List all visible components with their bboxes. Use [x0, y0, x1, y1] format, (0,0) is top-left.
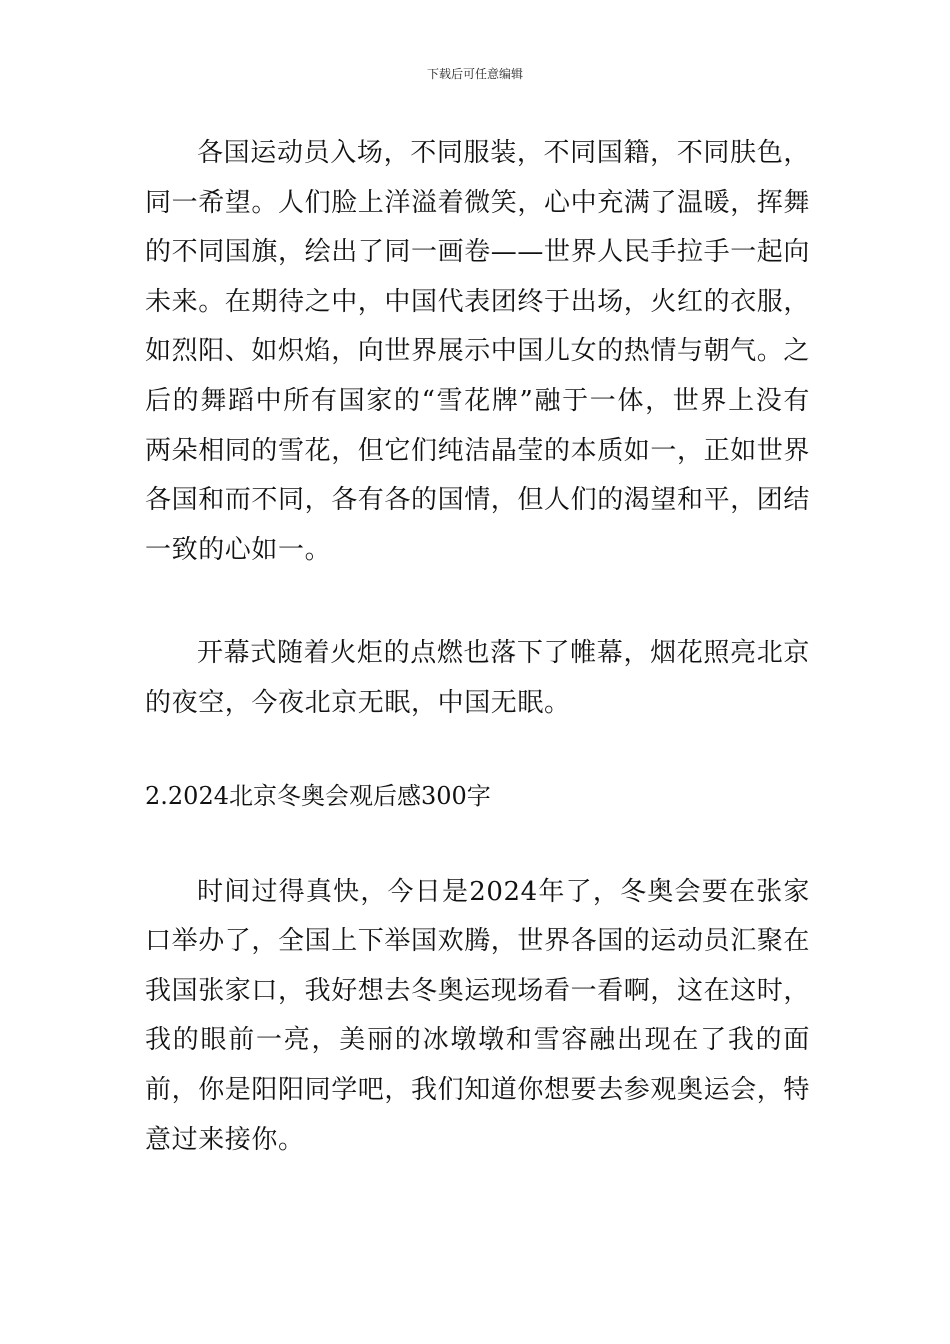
page-header: 下载后可任意编辑 [426, 67, 523, 81]
paragraph-winter-olympics-story: 时间过得真快，今日是2024年了，冬奥会要在张家口举办了，全国上下举国欢腾，世界各国的运动员汇聚在我国张家口，我好想去冬奥运现场看一看啊，这在这时，我的眼前一亮，美丽的冰墩墩和雪容融出现在了我的面前，你是阳阳同学吧，我们知道你想要去参观奥运会，特意过来接你。 [145, 876, 811, 1155]
paragraph-spacer [145, 575, 810, 629]
paragraph-spacer [145, 816, 810, 868]
paragraph-opening-ceremony-ending: 开幕式随着火炬的点燃也落下了帷幕，烟花照亮北京的夜空，今夜北京无眠，中国无眠。 [145, 638, 810, 718]
document-body [145, 129, 810, 1165]
paragraph-spacer [145, 729, 810, 776]
section-heading: 2.2024北京冬奥会观后感300字 [145, 781, 491, 810]
paragraph-opening-ceremony-athletes: 各国运动员入场，不同服装，不同国籍，不同肤色，同一希望。人们脸上洋溢着微笑，心中充满了温暖，挥舞的不同国旗，绘出了同一画卷——世界人民手拉手一起向未来。在期待之中，中国代表团终于出场，火红的衣服，如烈阳、如炽焰，向世界展示中国儿女的热情与朝气。之后的舞蹈中所有国家的“雪花牌”融于一体，世界上没有两朵相同的雪花，但它们纯洁晶莹的本质如一，正如世界各国和而不同，各有各的国情，但人们的渴望和平，团结一致的心如一。 [145, 138, 811, 565]
